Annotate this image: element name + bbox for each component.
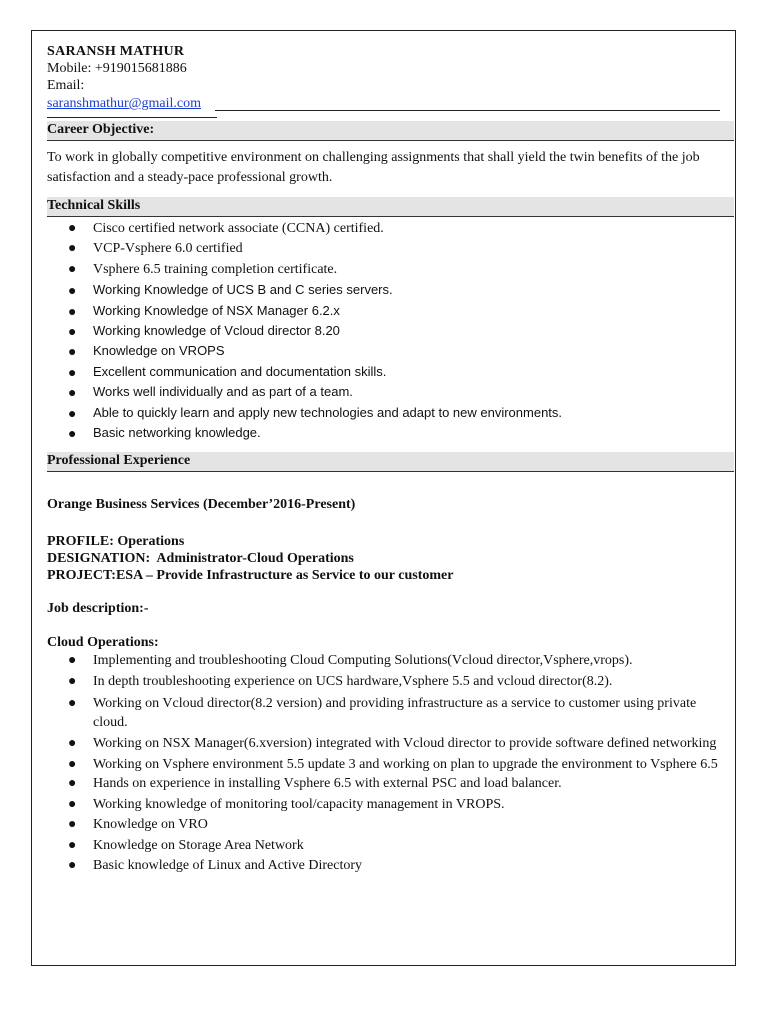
list-item: ● Vsphere 6.5 training completion certificate. — [47, 260, 732, 280]
email-row — [47, 94, 732, 111]
list-item: ● VCP-Vsphere 6.0 certified — [47, 239, 732, 259]
list-item: ● Basic networking knowledge. — [47, 423, 732, 443]
list-item: ● Working Knowledge of NSX Manager 6.2.x — [47, 301, 732, 321]
bullet-icon: ● — [68, 221, 77, 236]
list-item: ● Working Knowledge of UCS B and C series servers. — [47, 280, 732, 300]
bullet-icon: ● — [68, 857, 77, 873]
list-item: ● Cisco certified network associate (CCNA) certified. — [47, 219, 732, 239]
bullet-icon: ● — [68, 837, 77, 853]
email-label: Email: — [47, 78, 85, 93]
bullet-icon: ● — [68, 282, 77, 299]
list-item: ● Knowledge on VRO — [47, 815, 732, 835]
candidate-name: SARANSH MATHUR — [47, 44, 185, 59]
mobile-number: Mobile: +919015681886 — [47, 61, 187, 76]
bullet-icon: ● — [68, 673, 77, 689]
resume-content — [47, 43, 732, 876]
bullet-icon: ● — [68, 796, 77, 812]
bullet-icon: ● — [68, 736, 77, 752]
bullet-icon: ● — [68, 425, 77, 442]
bullet-icon: ● — [68, 241, 77, 257]
job-description-label: Job description:- — [47, 601, 149, 617]
cloud-operations-list — [47, 651, 732, 876]
bullet-icon: ● — [68, 696, 77, 712]
list-item: ● Working on Vcloud director(8.2 version) and providing infrastructure as a service to customer using private cloud. — [68, 696, 697, 731]
list-item: ● Knowledge on Storage Area Network — [47, 836, 732, 856]
list-item: ● Works well individually and as part of a team. — [47, 382, 732, 402]
list-item: ● In depth troubleshooting experience on UCS hardware,Vsphere 5.5 and vcloud director(8.2). — [47, 672, 732, 692]
bullet-icon: ● — [68, 323, 77, 340]
profile: PROFILE: Operations — [47, 534, 185, 550]
cloud-operations-label: Cloud Operations: — [47, 635, 159, 651]
list-item: ● Basic knowledge of Linux and Active Directory — [47, 856, 732, 876]
bullet-icon: ● — [68, 817, 77, 833]
company-name: Orange Business Services (December’2016-Present) — [47, 497, 356, 513]
list-item: ● Working on NSX Manager(6.xversion) integrated with Vcloud director to provide software defined networking — [68, 736, 717, 752]
list-item: ● Working knowledge of Vcloud director 8.20 — [47, 321, 732, 341]
bullet-icon: ● — [68, 363, 77, 380]
list-item: ● Implementing and troubleshooting Cloud Computing Solutions(Vcloud director,Vsphere,vrops). — [47, 651, 732, 671]
bullet-icon: ● — [68, 343, 77, 360]
technical-skills-heading: Technical Skills — [47, 197, 734, 217]
bullet-icon: ● — [68, 261, 77, 277]
header-divider — [215, 110, 720, 111]
career-objective-text: To work in globally competitive environment on challenging assignments that shall yield the twin benefits of the job satisfaction and a steady-pace professional growth. — [47, 150, 700, 185]
skills-list — [47, 219, 732, 443]
bullet-icon: ● — [68, 653, 77, 669]
designation: DESIGNATION: Administrator-Cloud Operations — [47, 551, 354, 567]
list-item: ● Able to quickly learn and apply new technologies and adapt to new environments. — [47, 403, 732, 423]
email-link[interactable]: saranshmathur@gmail.com — [47, 96, 202, 111]
list-item: ● Working on Vsphere environment 5.5 update 3 and working on plan to upgrade the environment to Vsphere 6.5 — [68, 757, 718, 773]
bullet-icon: ● — [68, 302, 77, 319]
bullet-icon: ● — [68, 757, 77, 773]
career-objective-heading: Career Objective: — [47, 121, 734, 141]
list-item: ● Knowledge on VROPS — [47, 341, 732, 361]
professional-experience-heading: Professional Experience — [47, 452, 734, 472]
bullet-icon: ● — [68, 384, 77, 401]
bullet-icon: ● — [68, 404, 77, 421]
list-item: ● Hands on experience in installing Vsphere 6.5 with external PSC and load balancer. — [47, 774, 732, 794]
bullet-icon: ● — [68, 776, 77, 792]
list-item: ● Working knowledge of monitoring tool/capacity management in VROPS. — [47, 795, 732, 815]
list-item: ● Excellent communication and documentation skills. — [47, 362, 732, 382]
project: PROJECT:ESA – Provide Infrastructure as Service to our customer — [47, 568, 454, 584]
